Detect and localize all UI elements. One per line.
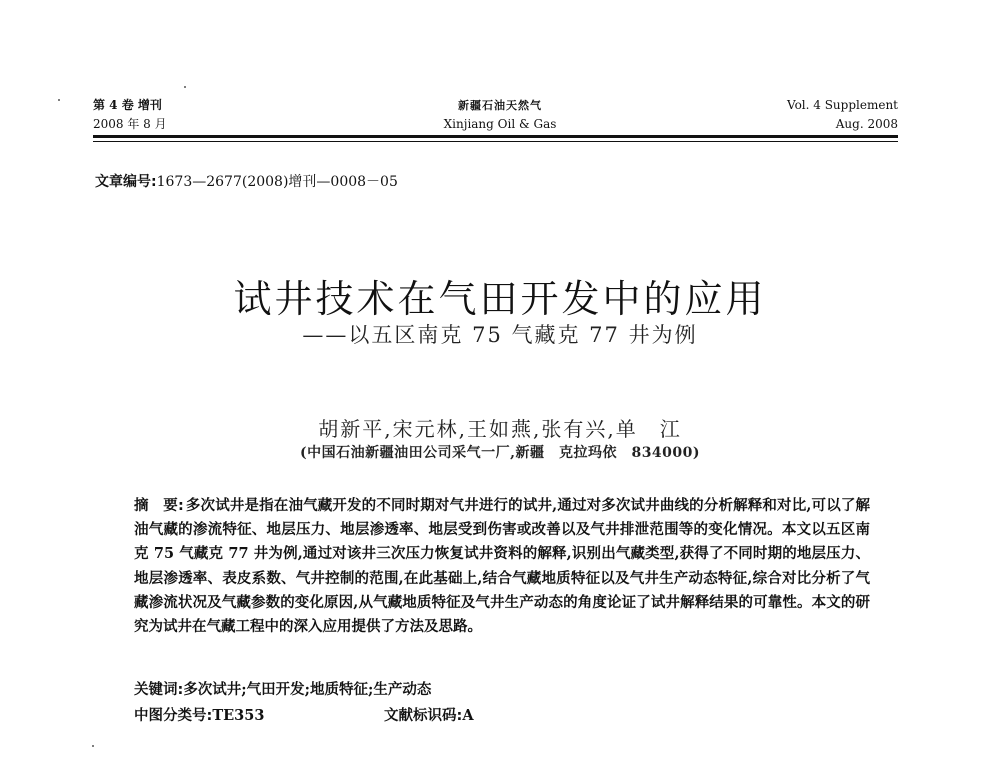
paper-title: 试井技术在气田开发中的应用 [233,277,767,321]
issue-date-en: Aug. 2008 [835,117,898,131]
paper-subtitle: ——以五区南克 75 气藏克 77 井为例 [302,323,698,347]
scan-speck [184,86,186,88]
keywords-text: 多次试井;气田开发;地质特征;生产动态 [183,681,432,698]
abstract [134,494,870,639]
volume-label-en: Vol. 4 Supplement [787,98,898,112]
abstract-text: 多次试井是指在油气藏开发的不同时期对气井进行的试井,通过对多次试井曲线的分析解释和对比,可以了解油气藏的渗流特征、地层压力、地层渗透率、地层受到伤害或改善以及气井排泄范围等的变化情况。本文以五区南克 75 气藏克 77 井为例,通过对该井三次压力恢复试井资料的解释,识别出气藏类型,获得了不同时期的地层压力、地层渗透率、表皮系数、气井控制的范围,在此基础上,结合气藏地质特征以及气井生产动态特征,综合对比分析了气藏渗流状况及气藏参数的变化原因,从气藏地质特征及气井生产动态的角度论证了试井解释结果的可靠性。本文的研究为试井在气藏工程中的深入应用提供了方法及思路。 [134,497,870,636]
volume-label: 第 4 卷 增刊 [93,98,162,112]
affiliation: (中国石油新疆油田公司采气一厂,新疆 克拉玛依 834000) [299,445,701,461]
header-rule-thick [93,135,898,138]
journal-name-cn: 新疆石油天然气 [458,99,542,112]
document-code-label: 文献标识码: [384,708,463,724]
keywords-label: 关键词: [134,682,184,698]
article-number-label: 文章编号: [95,174,157,190]
article-number [95,171,398,191]
header-rule-thin [93,141,898,142]
document-code [384,704,474,725]
issue-date-cn: 2008 年 8 月 [93,117,167,131]
article-number-value: 1673—2677(2008)增刊—0008－05 [156,174,398,190]
document-code-value: A [462,707,474,724]
author-list: 胡新平,宋元林,王如燕,张有兴,单 江 [318,417,682,441]
abstract-label: 摘 要: [134,498,184,514]
classification-line [134,704,874,725]
journal-volume-en [787,96,898,134]
clc-value: TE353 [212,707,265,724]
clc-code [134,707,264,724]
keywords [134,678,431,699]
scan-speck [58,99,60,101]
clc-label: 中图分类号: [134,708,213,724]
journal-name-en: Xinjiang Oil & Gas [443,117,557,131]
scan-speck [92,745,94,747]
